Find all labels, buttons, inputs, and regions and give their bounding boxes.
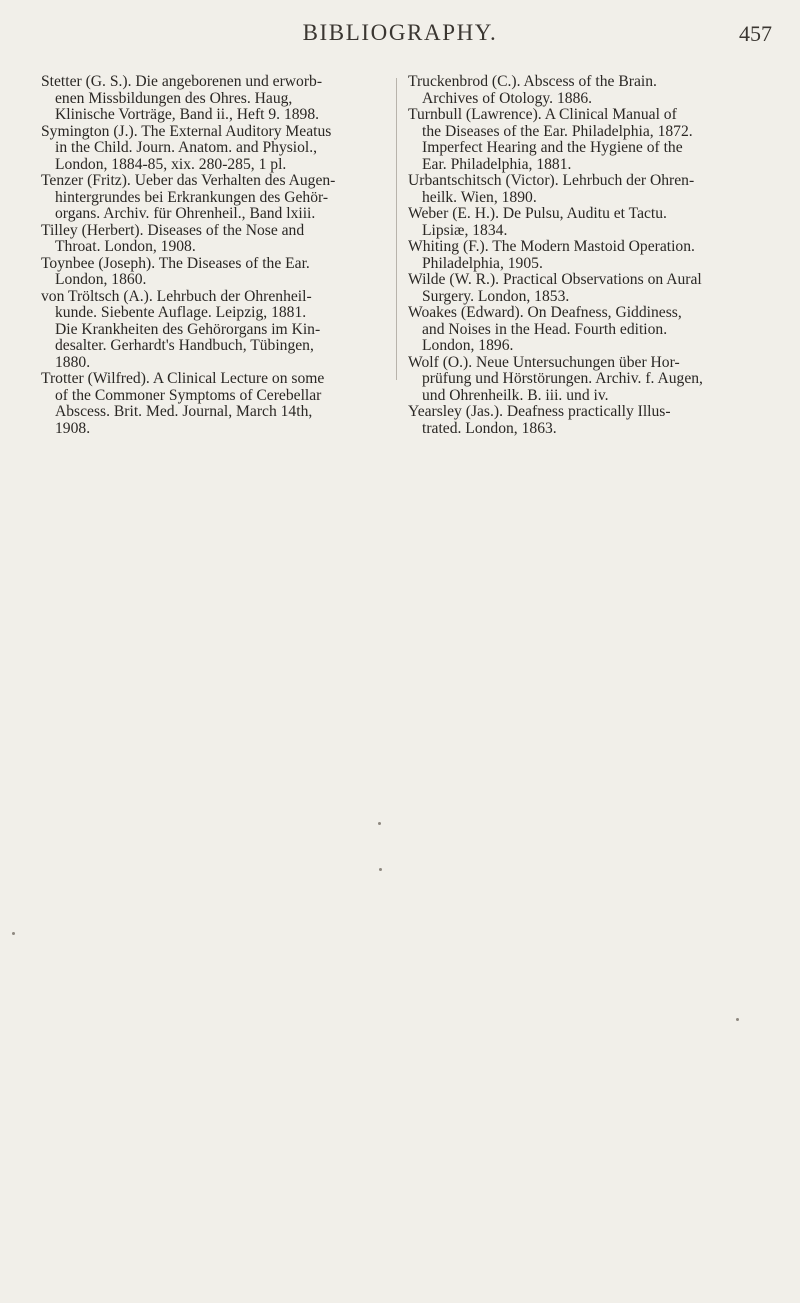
paper-speck [12,932,15,935]
page-number: 457 [739,21,772,46]
bibliography-entry: Woakes (Edward). On Deafness, Giddiness, and Noises in the Head. Fourth edition. London, 1896. [408,304,682,354]
bibliography-column-left [41,74,389,437]
bibliography-entry: Toynbee (Joseph). The Diseases of the Ear. London, 1860. [41,254,310,288]
bibliography-entry: Trotter (Wilfred). A Clinical Lecture on some of the Commoner Symptoms of Cerebellar Abscess. Brit. Med. Journal, March 14th, 1908. [41,370,325,437]
bibliography-entry: Yearsley (Jas.). Deafness practically Illus- trated. London, 1863. [408,403,671,437]
bibliography-entry: Weber (E. H.). De Pulsu, Auditu et Tactu. Lipsiæ, 1834. [408,205,667,239]
bibliography-entry: Urbantschitsch (Victor). Lehrbuch der Ohren- heilk. Wien, 1890. [408,172,695,206]
bibliography-entry: Imperfect Hearing and the Hygiene of the Ear. Philadelphia, 1881. [422,139,683,173]
bibliography-entry: Symington (J.). The External Auditory Meatus in the Child. Journ. Anatom. and Physiol., London, 1884-85, xix. 280-285, 1 pl. [41,122,332,173]
bibliography-entry: Tenzer (Fritz). Ueber das Verhalten des Augen- hintergrundes bei Erkrankungen des Gehör- organs. Archiv. für Ohrenheil., Band lxiii. [41,172,336,222]
column-divider [396,78,397,380]
bibliography-entry: Wolf (O.). Neue Untersuchungen über Hor- prüfung und Hörstörungen. Archiv. f. Augen, und Ohrenheilk. B. iii. und iv. [408,353,703,404]
bibliography-entry: Truckenbrod (C.). Abscess of the Brain. Archives of Otology. 1886. [408,73,657,107]
paper-speck [379,868,382,871]
bibliography-entry: Whiting (F.). The Modern Mastoid Operation. Philadelphia, 1905. [408,238,695,272]
bibliography-entry: von Tröltsch (A.). Lehrbuch der Ohrenheil- kunde. Siebente Auflage. Leipzig, 1881. [41,287,312,321]
paper-speck [736,1018,739,1021]
bibliography-entry: Tilley (Herbert). Diseases of the Nose and Throat. London, 1908. [41,221,305,255]
page-header [0,20,800,54]
running-head: BIBLIOGRAPHY. [302,20,498,45]
bibliography-entry: Die Krankheiten des Gehörorgans im Kin- desalter. Gerhardt's Handbuch, Tübingen, 1880. [55,320,321,371]
bibliography-entry: Wilde (W. R.). Practical Observations on Aural Surgery. London, 1853. [408,271,702,305]
bibliography-entry: Turnbull (Lawrence). A Clinical Manual of the Diseases of the Ear. Philadelphia, 1872. [408,106,693,140]
paper-speck [378,822,381,825]
bibliography-entry: Stetter (G. S.). Die angeborenen und erworb- enen Missbildungen des Ohres. Haug, Klinische Vorträge, Band ii., Heft 9. 1898. [41,73,323,123]
bibliography-column-right [408,74,756,437]
